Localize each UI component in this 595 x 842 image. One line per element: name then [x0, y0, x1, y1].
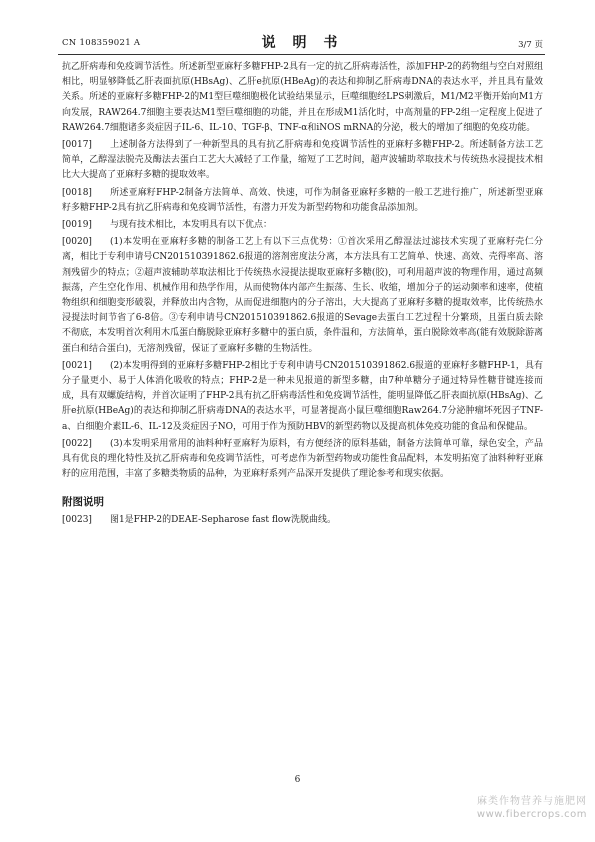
- patent-number: CN 108359021 A: [62, 38, 141, 48]
- paragraph-tag: [0023]: [62, 514, 92, 525]
- document-title: 说 明 书: [261, 35, 344, 51]
- paragraph-0019: [62, 218, 543, 233]
- section-heading: 附图说明: [62, 496, 104, 509]
- paragraph-tag: [0021]: [62, 360, 92, 371]
- paragraph-tag: [0017]: [62, 140, 92, 151]
- header-divider: [58, 54, 545, 55]
- watermark-title: 麻类作物营养与施肥网: [477, 796, 587, 807]
- paragraph-0021: [62, 359, 543, 435]
- page-indicator: 3/7 页: [518, 40, 543, 50]
- paragraph-text: (2)本发明得到的亚麻籽多糖FHP-2相比于专利申请号CN201510391862.6报道的亚麻籽多糖FHP-1，具有分子量更小、易于人体消化吸收的特点；FHP-2是一种未见报道的新型多糖，由7种单糖分子通过特异性糖苷键连接而成，具有双螺旋结构，并首次证明了FHP-2具有抗乙肝病毒活性和免疫调节活性，能明显降低乙肝表面抗原(HBsAg)、乙肝e抗原(HBeAg)的表达和抑制乙肝病毒DNA的表达水平，可显著提高小鼠巨噬细胞Raw264.7分泌肿瘤坏死因子TNF-a、白细胞介素IL-6、IL-12及炎症因子NO，可用于作为预防HBV的新型药物以及提高机体免疫功能的食品和保健品。: [62, 360, 543, 432]
- paragraph-0017: [62, 138, 543, 184]
- page-header: [62, 30, 543, 52]
- intro-paragraph: 抗乙肝病毒和免疫调节活性。所述新型亚麻籽多糖FHP-2具有一定的抗乙肝病毒活性，添加FHP-2的药物组与空白对照组相比，明显够降低乙肝表面抗原(HBsAg)、乙肝e抗原(HBeAg)的表达和抑制乙肝病毒DNA的表达水平，并且具有量效关系。所述的亚麻籽多糖FHP-2的M1型巨噬细胞极化试验结果显示，巨噬细胞经LPS刺激后，M1/M2平衡开始向M1方向发展，RAW264.7细胞主要表达M1型巨噬细胞的功能，并且在形成M1活化时，中高剂量的FP-2组一定程度上促进了RAW264.7细胞诸多炎症因子IL-6、IL-10、TGF-β、TNF-α和iNOS mRNA的分泌，极大的增加了细胞的免疫功能。: [62, 62, 543, 133]
- paragraph-0018: [62, 186, 543, 216]
- paragraph-text: 与现有技术相比，本发明具有以下优点：: [109, 220, 272, 231]
- paragraph-tag: [0019]: [62, 220, 92, 231]
- paragraph-text: (3)本发明采用常用的油料种籽亚麻籽为原料，有方便经济的原料基础，制备方法简单可靠，绿色安全，产品具有优良的理化特性及抗乙肝病毒和免疫调节活性，可考虑作为新型药物或功能性食品配料，本发明拓宽了油料种籽亚麻籽的应用范围，丰富了多糖类物质的品种，为亚麻籽系列产品深开发提供了理论参考和现实依据。: [62, 438, 543, 480]
- paragraph-0023: [62, 513, 543, 528]
- paragraph-text: 上述制备方法得到了一种新型具的具有抗乙肝病毒和免疫调节活性的亚麻籽多糖FHP-2。所述制备方法工艺简单，乙醇湿法脱壳及酶法去蛋白工艺大大减轻了工作量，缩短了工艺时间，超声波辅助萃取技术与传统热水浸提技术相比大大提高了亚麻籽多糖的提取效率。: [62, 140, 543, 181]
- paragraph-0022: [62, 437, 543, 483]
- paragraph-text: 图1是FHP-2的DEAE-Sepharose fast flow洗脱曲线。: [109, 514, 337, 525]
- document-body: [62, 60, 543, 530]
- paragraph-tag: [0020]: [62, 237, 92, 248]
- paragraph-text: 所述亚麻籽FHP-2制备方法简单、高效、快速，可作为制备亚麻籽多糖的一般工艺进行推广，所述新型亚麻籽多糖FHP-2具有抗乙肝病毒和免疫调节活性，有潜力开发为新型药物和功能食品添加剂。: [62, 187, 543, 213]
- site-watermark: [477, 795, 587, 821]
- paragraph-tag: [0022]: [62, 438, 92, 449]
- paragraph-0020: [62, 235, 543, 357]
- paragraph-tag: [0018]: [62, 187, 92, 198]
- page-number: 6: [294, 775, 301, 785]
- watermark-url: www.fibercrops.com: [476, 809, 587, 820]
- paragraph-text: (1)本发明在亚麻籽多糖的制备工艺上有以下三点优势：①首次采用乙醇湿法过滤技术实现了亚麻籽壳仁分离，相比于专利申请号CN201510391862.6报道的溶剂密度法分离，本方法具有工艺简单、快速、高效、壳得率高、溶剂残留少的特点；②超声波辅助萃取法相比于传统热水浸提法提取亚麻籽多糖(胶)，可利用超声波的物理作用，通过高频振荡，产生空化作用、机械作用和热学作用，从而使物体内部产生振荡、生长、收缩，增加分子的运动频率和速率，使植物组织和细胞变形破裂，并释放出内含物，从而促进细胞内的分子溶出，大大提高了亚麻籽多糖的提取效率，比传统热水浸提法时间节省了6-8倍。③专利申请号CN201510391862.6报道的Sevage去蛋白工艺过程十分繁琐，且蛋白质去除不彻底，本发明首次利用木瓜蛋白酶脱除亚麻籽多糖中的蛋白质，条件温和，方法简单，蛋白脱除效率高(能有效脱除游离蛋白和结合蛋白)，无溶剂残留，保证了亚麻籽多糖的生物活性。: [62, 237, 543, 354]
